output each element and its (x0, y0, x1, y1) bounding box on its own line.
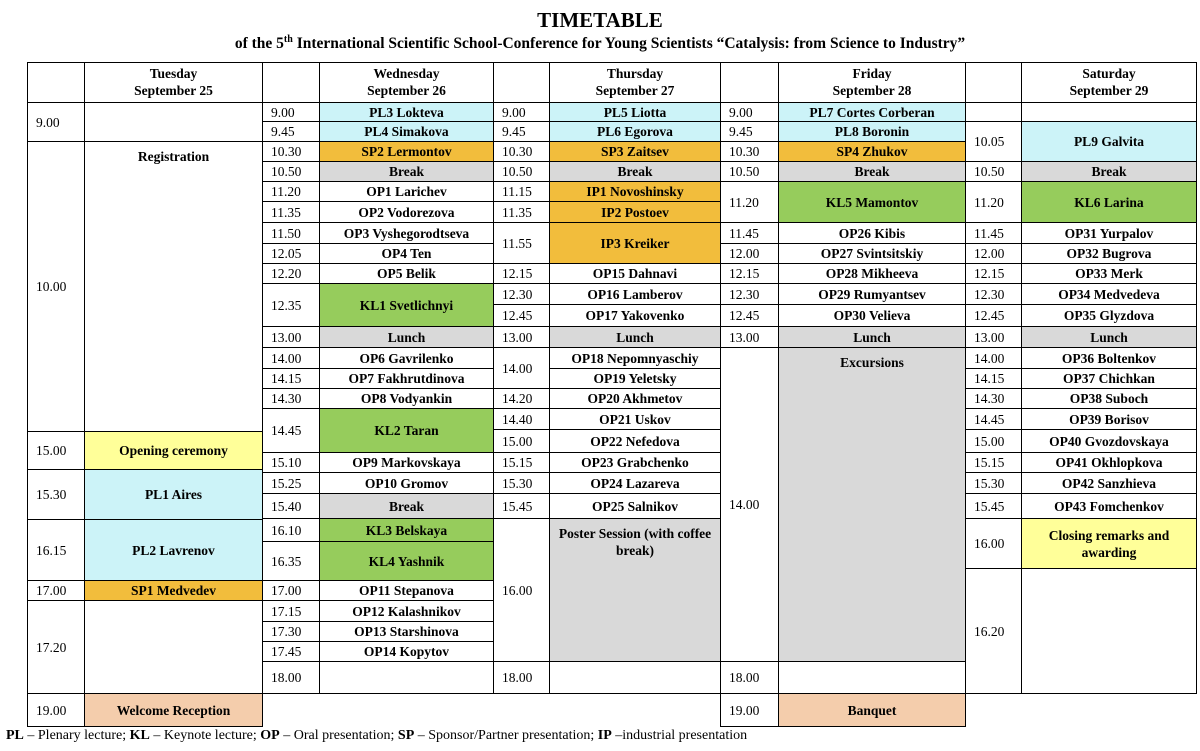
time-cell: 10.30 (493, 141, 550, 162)
session-cell: IP1 Novoshinsky (549, 181, 721, 202)
time-cell: 14.40 (493, 408, 550, 430)
session-cell: Break (549, 161, 721, 182)
time-cell: 15.00 (965, 429, 1022, 453)
time-cell: 11.20 (262, 181, 320, 202)
session-cell: OP21 Uskov (549, 408, 721, 430)
time-cell: 19.00 (27, 693, 85, 727)
legend-abbr-ip: IP (597, 728, 612, 743)
time-cell: 11.45 (965, 222, 1022, 244)
time-cell: 18.00 (262, 661, 320, 694)
session-cell: Break (1021, 161, 1197, 182)
time-cell: 10.30 (720, 141, 779, 162)
time-cell: 12.30 (493, 283, 550, 305)
time-cell: 10.05 (965, 121, 1022, 162)
session-cell: OP30 Velieva (778, 304, 966, 327)
time-cell: 9.45 (262, 121, 320, 142)
time-cell: 13.00 (262, 326, 320, 348)
session-cell: Opening ceremony (84, 431, 263, 470)
time-cell: 15.10 (262, 452, 320, 473)
time-cell: 11.20 (965, 181, 1022, 223)
session-cell: Lunch (549, 326, 721, 348)
time-cell: 17.15 (262, 600, 320, 622)
session-cell: Closing remarks and awarding (1021, 518, 1197, 569)
time-cell: 12.20 (262, 263, 320, 284)
empty-cell (549, 661, 721, 694)
legend-text-kl: – Keynote lecture; (149, 728, 261, 743)
session-cell: Break (319, 493, 494, 519)
session-cell: OP17 Yakovenko (549, 304, 721, 327)
empty-cell (778, 661, 966, 694)
time-cell: 14.15 (965, 368, 1022, 389)
session-cell: Lunch (1021, 326, 1197, 348)
session-cell: Welcome Reception (84, 693, 263, 727)
day-date: September 29 (1069, 83, 1149, 98)
day-name: Saturday (1082, 66, 1136, 81)
time-cell: 12.15 (493, 263, 550, 284)
session-cell: OP29 Rumyantsev (778, 283, 966, 305)
session-cell: OP10 Gromov (319, 472, 494, 494)
time-cell: 9.45 (493, 121, 550, 142)
session-cell: OP12 Kalashnikov (319, 600, 494, 622)
time-cell: 13.00 (493, 326, 550, 348)
session-cell: OP18 Nepomnyaschiy (549, 347, 721, 369)
session-cell: OP3 Vyshegorodtseva (319, 222, 494, 244)
session-cell: PL7 Cortes Corberan (778, 102, 966, 122)
time-cell: 10.50 (493, 161, 550, 182)
legend-text-ip: –industrial presentation (611, 728, 748, 743)
day-name: Friday (852, 66, 892, 81)
time-cell: 15.45 (493, 493, 550, 519)
time-cell: 12.00 (720, 243, 779, 264)
time-cell: 14.20 (493, 388, 550, 409)
time-cell: 14.45 (262, 408, 320, 453)
day-date: September 28 (832, 83, 912, 98)
time-cell: 11.55 (493, 222, 550, 264)
session-cell: OP40 Gvozdovskaya (1021, 429, 1197, 453)
session-cell: OP43 Fomchenkov (1021, 493, 1197, 519)
day-name: Wednesday (373, 66, 440, 81)
session-cell: PL8 Boronin (778, 121, 966, 142)
session-cell: KL2 Taran (319, 408, 494, 453)
session-cell: Lunch (778, 326, 966, 348)
session-cell: KL4 Yashnik (319, 541, 494, 581)
time-cell: 18.00 (720, 661, 779, 694)
session-cell: OP19 Yeletsky (549, 368, 721, 389)
session-cell: Banquet (778, 693, 966, 727)
time-cell: 12.15 (965, 263, 1022, 284)
session-cell: OP6 Gavrilenko (319, 347, 494, 369)
time-cell: 9.00 (720, 102, 779, 122)
day-date: September 26 (367, 83, 446, 98)
legend-abbr-op: OP (260, 728, 280, 743)
session-cell: PL9 Galvita (1021, 121, 1197, 162)
session-cell: OP41 Okhlopkova (1021, 452, 1197, 473)
time-cell: 11.35 (493, 201, 550, 223)
session-cell: IP2 Postoev (549, 201, 721, 223)
empty-cell (84, 600, 263, 694)
session-cell: SP2 Lermontov (319, 141, 494, 162)
time-cell: 12.00 (965, 243, 1022, 264)
session-cell: OP28 Mikheeva (778, 263, 966, 284)
session-cell: OP23 Grabchenko (549, 452, 721, 473)
time-cell: 11.35 (262, 201, 320, 223)
time-cell: 17.45 (262, 641, 320, 662)
session-cell: SP3 Zaitsev (549, 141, 721, 162)
time-cell: 15.15 (965, 452, 1022, 473)
time-cell: 16.10 (262, 518, 320, 542)
session-cell: OP2 Vodorezova (319, 201, 494, 223)
session-cell: OP27 Svintsitskiy (778, 243, 966, 264)
session-cell: KL5 Mamontov (778, 181, 966, 223)
session-cell: OP9 Markovskaya (319, 452, 494, 473)
day-date: September 25 (134, 83, 213, 98)
time-cell: 12.45 (493, 304, 550, 327)
session-cell: OP4 Ten (319, 243, 494, 264)
time-cell: 15.30 (493, 472, 550, 494)
empty-cell (1021, 102, 1197, 122)
session-cell: PL6 Egorova (549, 121, 721, 142)
time-cell: 14.00 (965, 347, 1022, 369)
time-cell: 10.50 (720, 161, 779, 182)
session-cell: OP14 Kopytov (319, 641, 494, 662)
session-cell: OP24 Lazareva (549, 472, 721, 494)
session-cell: PL2 Lavrenov (84, 519, 263, 581)
legend-abbr-kl: KL (129, 728, 150, 743)
time-cell: 13.00 (720, 326, 779, 348)
time-cell: 10.50 (262, 161, 320, 182)
time-cell: 16.15 (27, 519, 85, 581)
subtitle-sup: th (283, 33, 293, 45)
time-cell: 15.00 (493, 429, 550, 453)
time-cell: 15.30 (27, 469, 85, 520)
session-cell: OP16 Lamberov (549, 283, 721, 305)
session-cell: OP22 Nefedova (549, 429, 721, 453)
legend-text-pl: – Plenary lecture; (23, 728, 130, 743)
header-time-tue (27, 62, 85, 103)
legend-abbr-pl: PL (6, 728, 24, 743)
time-cell: 17.00 (27, 580, 85, 601)
time-cell: 12.30 (965, 283, 1022, 305)
day-date: September 27 (595, 83, 675, 98)
session-cell: OP34 Medvedeva (1021, 283, 1197, 305)
time-cell: 9.45 (720, 121, 779, 142)
day-header-fri (778, 62, 966, 103)
session-cell: OP20 Akhmetov (549, 388, 721, 409)
empty-cell (84, 102, 263, 142)
time-cell: 19.00 (720, 693, 779, 727)
time-cell (965, 102, 1022, 122)
day-name: Thursday (606, 66, 664, 81)
time-cell: 12.15 (720, 263, 779, 284)
day-header-wed (319, 62, 494, 103)
session-cell: OP25 Salnikov (549, 493, 721, 519)
time-cell: 16.00 (493, 518, 550, 662)
session-cell: OP13 Starshinova (319, 621, 494, 642)
legend-text-sp: – Sponsor/Partner presentation; (414, 728, 598, 743)
time-cell: 18.00 (493, 661, 550, 694)
subtitle-post: International Scientific School-Conference for Young Scientists “Catalysis: from Science to Industry” (292, 35, 966, 52)
day-header-sat (1021, 62, 1197, 103)
time-cell: 16.20 (965, 568, 1022, 694)
time-cell: 14.30 (262, 388, 320, 409)
session-cell: OP32 Bugrova (1021, 243, 1197, 264)
time-cell: 9.00 (493, 102, 550, 122)
session-cell: OP38 Suboch (1021, 388, 1197, 409)
empty-cell (1021, 568, 1197, 694)
session-cell: KL1 Svetlichnyi (319, 283, 494, 327)
time-cell: 14.45 (965, 408, 1022, 430)
session-cell: OP5 Belik (319, 263, 494, 284)
time-cell: 17.30 (262, 621, 320, 642)
session-cell: KL6 Larina (1021, 181, 1197, 223)
header-time-sat (965, 62, 1022, 103)
session-cell: OP37 Chichkan (1021, 368, 1197, 389)
session-cell: OP26 Kibis (778, 222, 966, 244)
session-cell: PL1 Aires (84, 469, 263, 520)
time-cell: 15.25 (262, 472, 320, 494)
empty-cell (319, 661, 494, 694)
session-cell: OP8 Vodyankin (319, 388, 494, 409)
session-cell: SP4 Zhukov (778, 141, 966, 162)
legend-abbr-sp: SP (397, 728, 415, 743)
time-cell: 12.30 (720, 283, 779, 305)
session-cell: OP39 Borisov (1021, 408, 1197, 430)
session-cell: Poster Session (with coffee break) (549, 518, 721, 662)
time-cell: 15.45 (965, 493, 1022, 519)
day-header-thu (549, 62, 721, 103)
time-cell: 17.20 (27, 600, 85, 694)
session-cell: PL3 Lokteva (319, 102, 494, 122)
time-cell: 13.00 (965, 326, 1022, 348)
time-cell: 14.00 (720, 347, 779, 662)
time-cell: 15.30 (965, 472, 1022, 494)
time-cell: 10.50 (965, 161, 1022, 182)
session-cell: Break (319, 161, 494, 182)
time-cell: 14.30 (965, 388, 1022, 409)
time-cell: 9.00 (262, 102, 320, 122)
time-cell: 10.00 (27, 141, 85, 432)
time-cell: 15.00 (27, 431, 85, 470)
session-cell: OP15 Dahnavi (549, 263, 721, 284)
session-cell: OP1 Larichev (319, 181, 494, 202)
subtitle-pre: of the 5 (234, 35, 284, 52)
legend-text-op: – Oral presentation; (279, 728, 398, 743)
session-cell: Excursions (778, 347, 966, 662)
time-cell: 14.00 (262, 347, 320, 369)
session-cell: OP11 Stepanova (319, 580, 494, 601)
session-cell: Break (778, 161, 966, 182)
session-cell: SP1 Medvedev (84, 580, 263, 601)
session-cell: OP31 Yurpalov (1021, 222, 1197, 244)
legend (6, 727, 747, 745)
header-time-fri (720, 62, 779, 103)
session-cell: PL4 Simakova (319, 121, 494, 142)
time-cell: 12.45 (965, 304, 1022, 327)
time-cell: 11.45 (720, 222, 779, 244)
session-cell: PL5 Liotta (549, 102, 721, 122)
session-cell: OP33 Merk (1021, 263, 1197, 284)
time-cell: 10.30 (262, 141, 320, 162)
session-cell: OP36 Boltenkov (1021, 347, 1197, 369)
time-cell: 9.00 (27, 102, 85, 142)
time-cell: 15.15 (493, 452, 550, 473)
time-cell: 11.20 (720, 181, 779, 223)
time-cell: 11.15 (493, 181, 550, 202)
time-cell: 15.40 (262, 493, 320, 519)
time-cell: 11.50 (262, 222, 320, 244)
header-time-thu (493, 62, 550, 103)
time-cell: 12.35 (262, 283, 320, 327)
time-cell: 16.35 (262, 541, 320, 581)
session-cell: KL3 Belskaya (319, 518, 494, 542)
page-title: TIMETABLE (537, 8, 663, 32)
session-cell: Registration (84, 141, 263, 432)
session-cell: Lunch (319, 326, 494, 348)
session-cell: IP3 Kreiker (549, 222, 721, 264)
day-name: Tuesday (149, 66, 198, 81)
time-cell: 14.15 (262, 368, 320, 389)
session-cell: OP35 Glyzdova (1021, 304, 1197, 327)
session-cell: OP42 Sanzhieva (1021, 472, 1197, 494)
time-cell: 17.00 (262, 580, 320, 601)
time-cell: 12.05 (262, 243, 320, 264)
session-cell: OP7 Fakhrutdinova (319, 368, 494, 389)
time-cell: 12.45 (720, 304, 779, 327)
time-cell: 16.00 (965, 518, 1022, 569)
header-time-wed (262, 62, 320, 103)
time-cell: 14.00 (493, 347, 550, 389)
day-header-tue (84, 62, 263, 103)
